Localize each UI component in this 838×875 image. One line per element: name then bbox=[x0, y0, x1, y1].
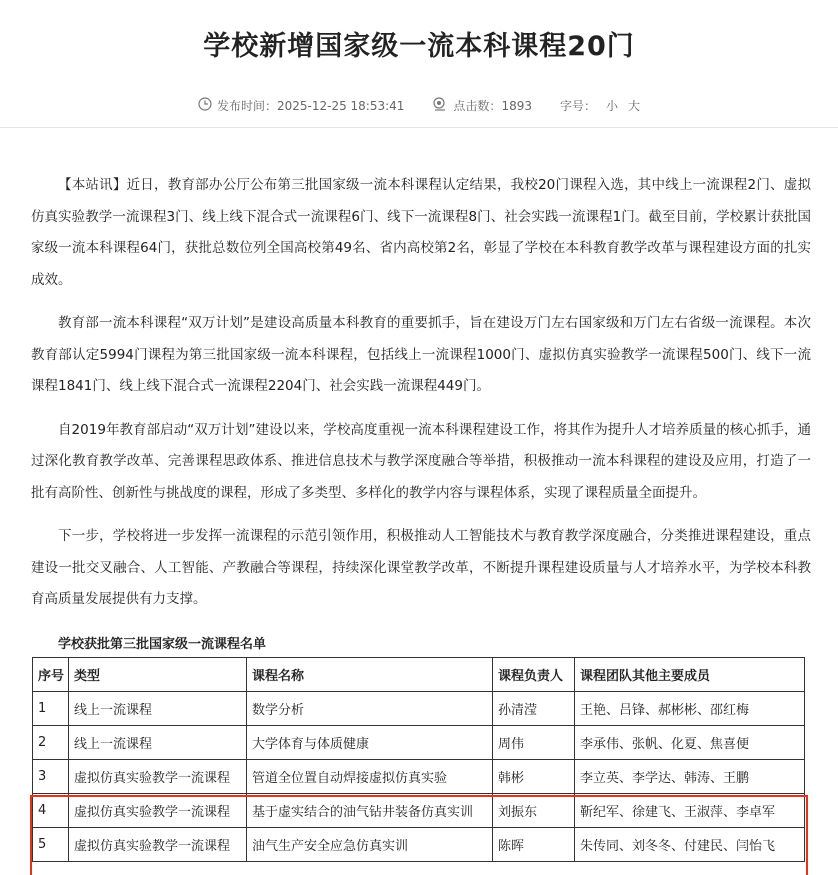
cell-members: 靳纪军、徐建飞、王淑萍、李卓军 bbox=[575, 794, 805, 828]
views-label: 点击数： bbox=[453, 99, 502, 113]
cell-course: 管道全位置自动焊接虚拟仿真实验 bbox=[247, 760, 493, 794]
article-body bbox=[31, 170, 811, 628]
cell-leader: 周伟 bbox=[493, 726, 575, 760]
header-divider bbox=[0, 127, 838, 128]
cell-course: 数学分析 bbox=[247, 692, 493, 726]
eye-icon bbox=[432, 96, 448, 115]
cell-type: 线上一流课程 bbox=[69, 692, 247, 726]
cell-index: 1 bbox=[33, 692, 69, 726]
cell-course: 大学体育与体质健康 bbox=[247, 726, 493, 760]
clock-icon bbox=[198, 97, 212, 114]
publish-time bbox=[198, 97, 404, 114]
cell-index: 3 bbox=[33, 760, 69, 794]
font-large-button[interactable]: 大 bbox=[628, 99, 641, 113]
cell-type: 虚拟仿真实验教学一流课程 bbox=[69, 794, 247, 828]
article-paragraph: 【本站讯】近日，教育部办公厅公布第三批国家级一流本科课程认定结果，我校20门课程入选，其中线上一流课程2门、虚拟仿真实验教学一流课程3门、线上线下混合式一流课程6门、线下一流课程8门、社会实践一流课程1门。截至目前，学校累计获批国家级一流本科课程64门，获批总数位列全国高校第49名、省内高校第2名，彰显了学校在本科教育教学改革与课程建设方面的扎实成效。 bbox=[31, 177, 811, 288]
cell-members: 王艳、吕锋、郝彬彬、邵红梅 bbox=[575, 692, 805, 726]
cell-course: 基于虚实结合的油气钻井装备仿真实训 bbox=[247, 794, 493, 828]
col-header-leader: 课程负责人 bbox=[493, 658, 575, 692]
views-value: 1893 bbox=[501, 98, 532, 113]
article-meta bbox=[0, 96, 838, 115]
view-count bbox=[432, 96, 532, 115]
cell-members: 李承伟、张帆、化夏、焦喜便 bbox=[575, 726, 805, 760]
font-small-button[interactable]: 小 bbox=[606, 99, 619, 113]
article-title: 学校新增国家级一流本科课程20门 bbox=[203, 31, 635, 62]
table-caption: 学校获批第三批国家级一流课程名单 bbox=[58, 637, 267, 652]
col-header-members: 课程团队其他主要成员 bbox=[575, 658, 805, 692]
col-header-index: 序号 bbox=[33, 658, 69, 692]
table-row bbox=[33, 726, 805, 760]
table-header-row bbox=[33, 658, 805, 692]
table-row bbox=[33, 692, 805, 726]
cell-members: 李立英、李学达、韩涛、王鹏 bbox=[575, 760, 805, 794]
cell-type: 线上一流课程 bbox=[69, 726, 247, 760]
publish-label: 发布时间： bbox=[216, 99, 277, 113]
cell-leader: 陈晖 bbox=[493, 828, 575, 862]
cell-type: 虚拟仿真实验教学一流课程 bbox=[69, 760, 247, 794]
cell-index: 5 bbox=[33, 828, 69, 862]
cell-leader: 韩彬 bbox=[493, 760, 575, 794]
cell-leader: 孙清滢 bbox=[493, 692, 575, 726]
cell-index: 2 bbox=[33, 726, 69, 760]
article-paragraph: 下一步，学校将进一步发挥一流课程的示范引领作用，积极推动人工智能技术与教育教学深度融合，分类推进课程建设，重点建设一批交叉融合、人工智能、产教融合等课程，持续深化课堂教学改革，不断提升课程建设质量与人才培养水平，为学校本科教育高质量发展提供有力支撑。 bbox=[31, 528, 811, 607]
col-header-type: 类型 bbox=[69, 658, 247, 692]
table-row bbox=[33, 760, 805, 794]
cell-type: 虚拟仿真实验教学一流课程 bbox=[69, 828, 247, 862]
cell-index: 4 bbox=[33, 794, 69, 828]
col-header-course: 课程名称 bbox=[247, 658, 493, 692]
cell-members: 朱传同、刘冬冬、付建民、闫怡飞 bbox=[575, 828, 805, 862]
article-paragraph: 自2019年教育部启动“双万计划”建设以来，学校高度重视一流本科课程建设工作，将其作为提升人才培养质量的核心抓手，通过深化教育教学改革、完善课程思政体系、推进信息技术与教学深度融合等举措，积极推动一流本科课程的建设及应用，打造了一批有高阶性、创新性与挑战度的课程，形成了多类型、多样化的教学内容与课程体系，实现了课程质量全面提升。 bbox=[31, 421, 811, 501]
cell-leader: 刘振东 bbox=[493, 794, 575, 828]
course-table bbox=[32, 657, 805, 862]
table-row bbox=[33, 828, 805, 862]
table-row bbox=[33, 794, 805, 828]
font-size-control bbox=[560, 97, 640, 114]
publish-time-value: 2025-12-25 18:53:41 bbox=[276, 98, 405, 113]
cell-course: 油气生产安全应急仿真实训 bbox=[247, 828, 493, 862]
article-paragraph: 教育部一流本科课程“双万计划”是建设高质量本科教育的重要抓手，旨在建设万门左右国家级和万门左右省级一流课程。本次教育部认定5994门课程为第三批国家级一流本科课程，包括线上一流课程1000门、虚拟仿真实验教学一流课程500门、线下一流课程1841门、线上线下混合式一流课程2204门、社会实践一流课程449门。 bbox=[31, 315, 811, 394]
font-size-label: 字号： bbox=[559, 99, 596, 113]
